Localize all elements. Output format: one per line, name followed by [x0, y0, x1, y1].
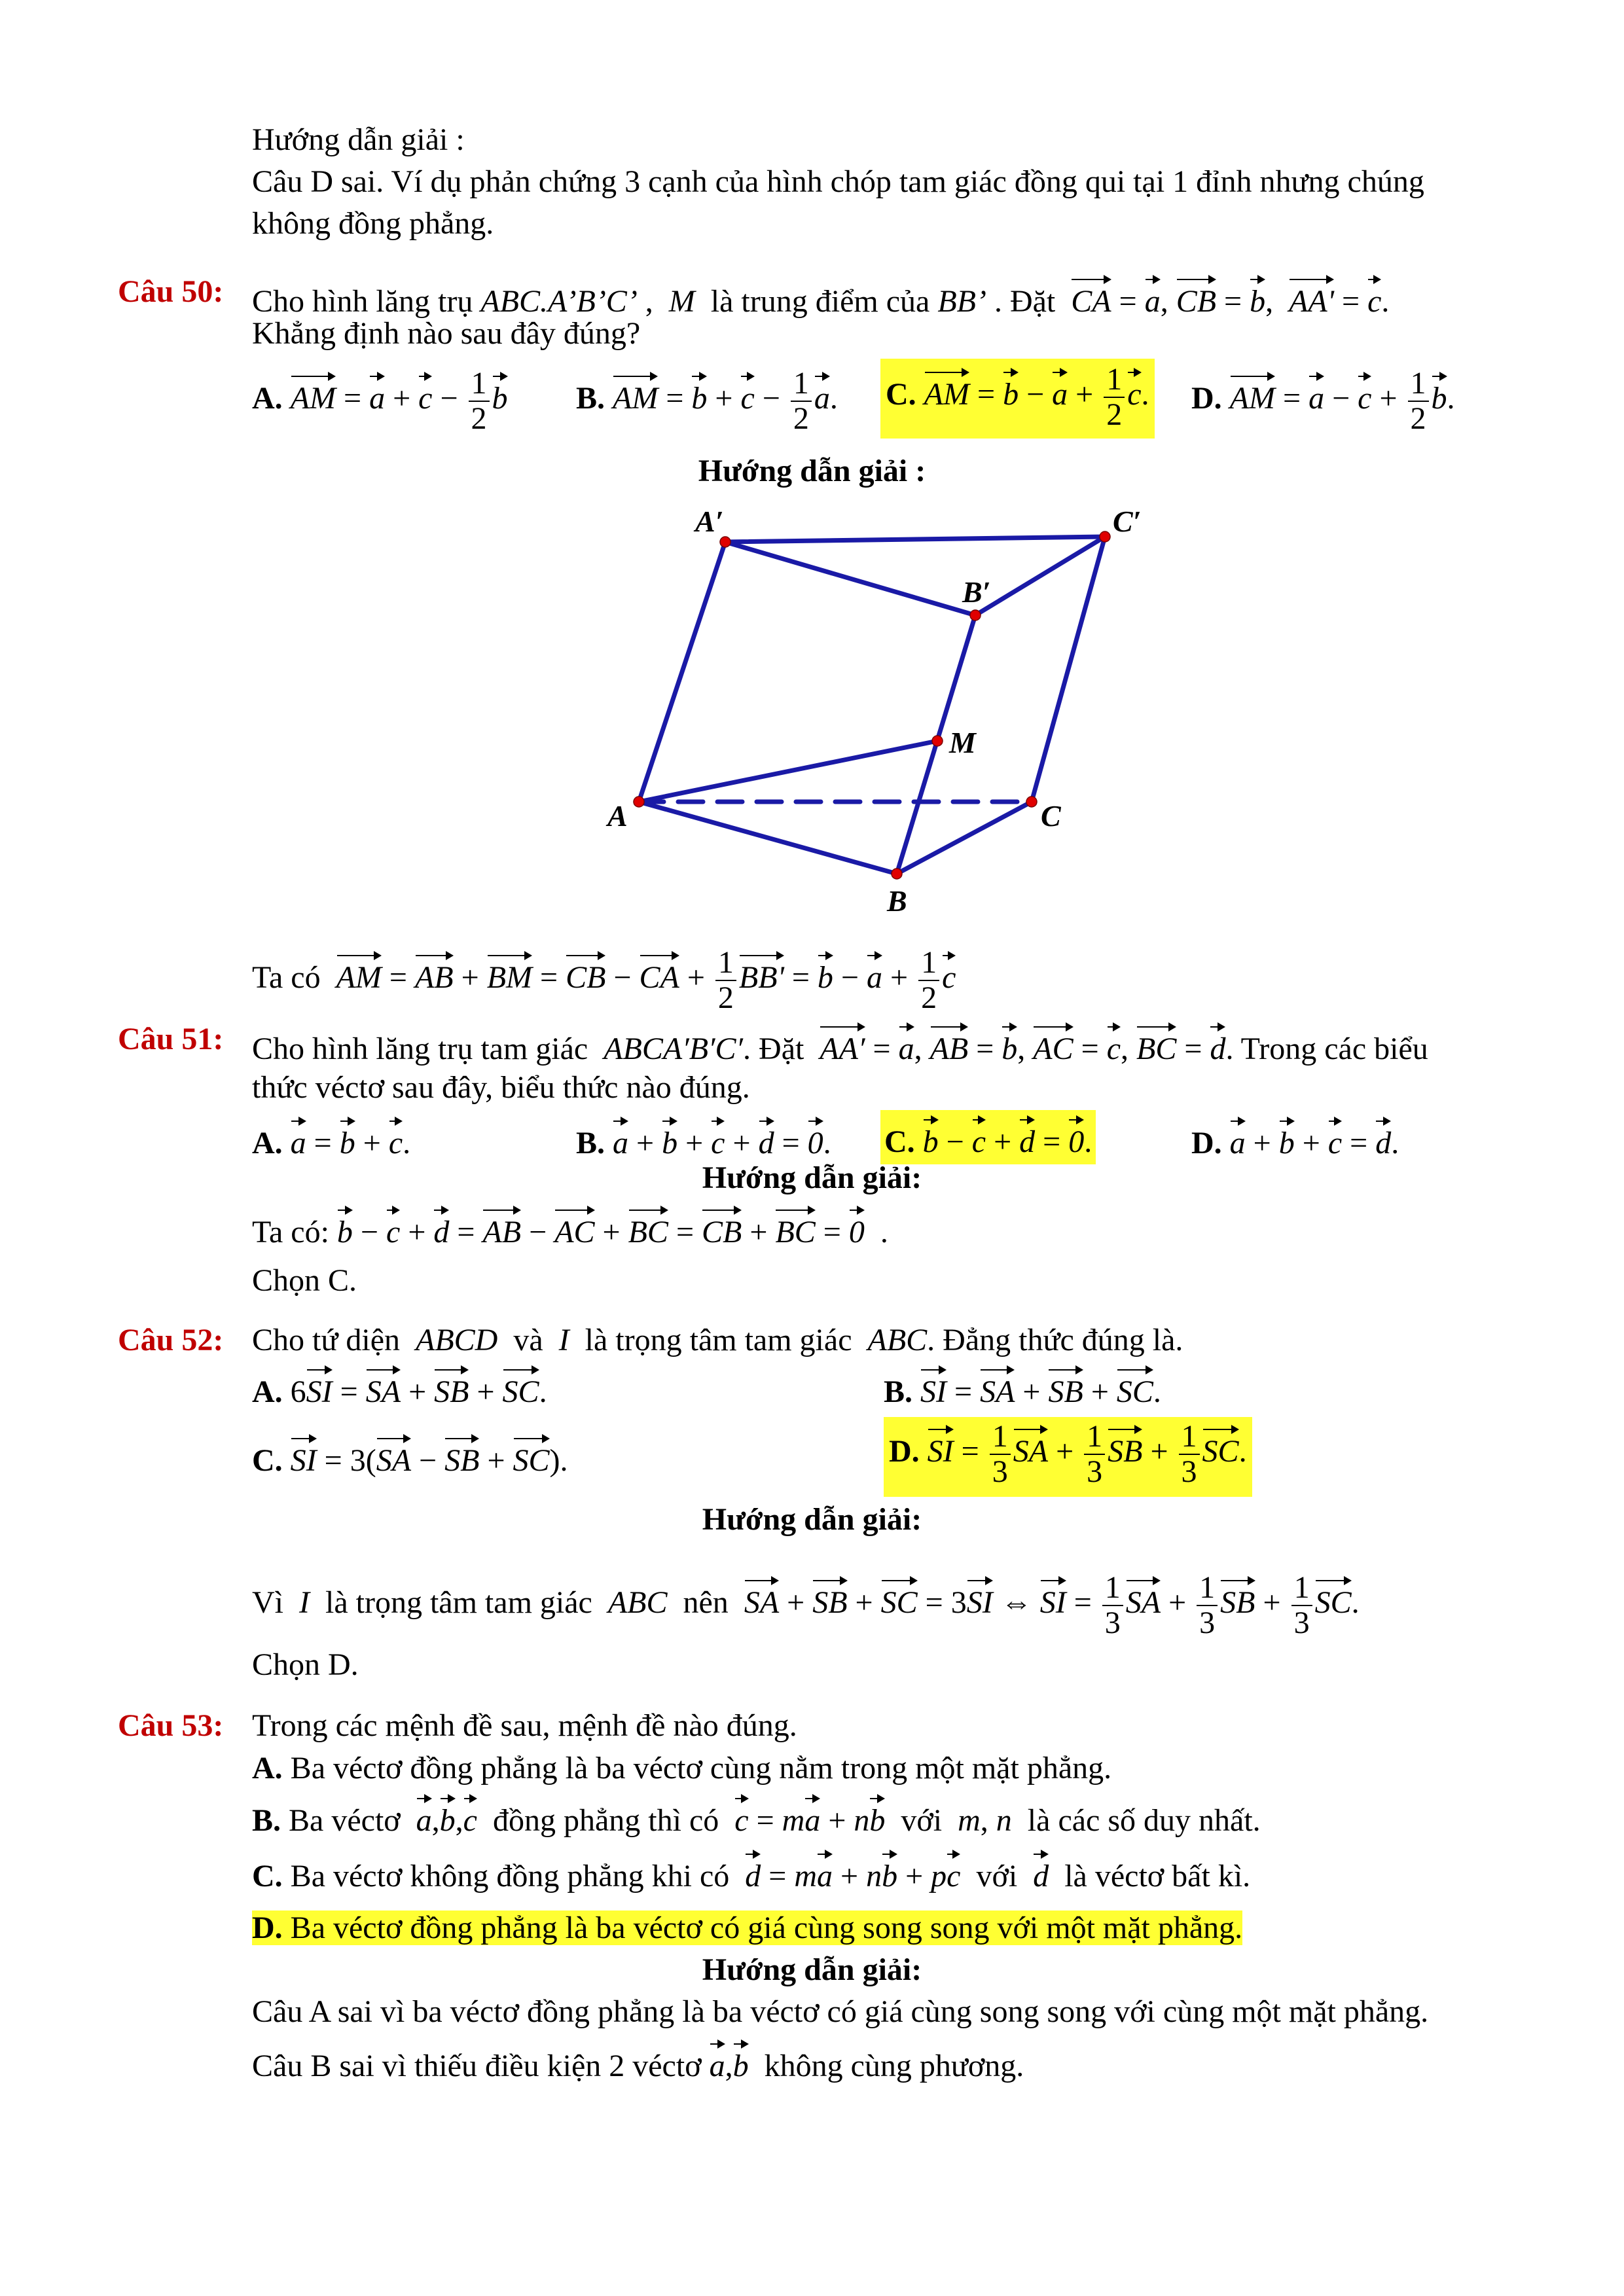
option-51-d: D. a + b + c = d.	[1191, 1113, 1399, 1164]
point-m	[932, 736, 943, 746]
solution-text: không đồng phẳng.	[252, 206, 494, 241]
option-51-c-correct: C. b − c + d = 0.	[880, 1110, 1096, 1164]
solution-heading-51: Hướng dẫn giải:	[702, 1160, 922, 1195]
solution-51-equation: Ta có: b − c + d = AB − AC + BC = CB + BC = 0 .	[252, 1202, 888, 1253]
segment-a-m	[639, 741, 937, 802]
edge-a-a1	[639, 542, 725, 802]
question-50-stem: Cho hình lăng trụ ABC.A’B’C’ , M là trung điểm của BB’ . Đặt CA = a, CB = b, AA' = c.	[252, 271, 1389, 323]
point-a	[634, 797, 644, 807]
question-number-52: Câu 52:	[118, 1323, 224, 1357]
point-c	[1026, 797, 1037, 807]
edge-a1-c1	[725, 537, 1105, 542]
label-b: B	[887, 884, 907, 918]
solution-heading-prev: Hướng dẫn giải :	[252, 122, 465, 157]
solution-52-choice: Chọn D.	[252, 1647, 359, 1682]
solution-53-line2: Câu B sai vì thiếu điều kiện 2 véctơ a,b không cùng phương.	[252, 2036, 1024, 2087]
solution-heading-52: Hướng dẫn giải:	[702, 1502, 922, 1537]
option-50-a: A. AM = a + c − $\frac{1}{2}$ b	[252, 366, 508, 436]
question-50-line2: Khẳng định nào sau đây đúng?	[252, 316, 641, 351]
solution-51-choice: Chọn C.	[252, 1263, 357, 1298]
question-number-50: Câu 50:	[118, 274, 224, 309]
option-50-b: B. AM = b + c − $\frac{1}{2}$ a.	[576, 366, 838, 436]
label-a1: A′	[695, 505, 724, 538]
label-c1: C′	[1113, 505, 1142, 538]
question-51-line2: thức véctơ sau đây, biểu thức nào đúng.	[252, 1070, 750, 1105]
point-b1	[970, 610, 981, 620]
option-52-d-correct: D. SI = $\frac{1}{3}$ SA + $\frac{1}{3}$ SB + $\frac{1}{3}$ SC.	[884, 1417, 1252, 1497]
option-52-c: C. SI = 3(SA − SB + SC).	[252, 1430, 568, 1482]
option-51-a: A. a = b + c.	[252, 1113, 410, 1164]
point-c1	[1100, 531, 1110, 542]
question-number-53: Câu 53:	[118, 1708, 224, 1743]
point-a1	[720, 537, 731, 547]
solution-50-equation: Ta có AM = AB + BM = CB − CA + $\frac{1}{2}$ BB' = b − a + $\frac{1}{2}$ c	[252, 945, 956, 1015]
solution-heading-50: Hướng dẫn giải :	[698, 454, 926, 488]
question-51-stem: Cho hình lăng trụ tam giác ABCA′B′C′. Đặt AA′ = a, AB = b, AC = c, BC = d. Trong các biểu	[252, 1018, 1428, 1070]
option-53-b: B. Ba véctơ a,b,c đồng phẳng thì có c = ma + nb với m, n là các số duy nhất.	[252, 1790, 1261, 1842]
question-52-stem: Cho tứ diện ABCD và I là trọng tâm tam giác ABC. Đẳng thức đúng là.	[252, 1323, 1183, 1357]
option-52-b: B. SI = SA + SB + SC.	[884, 1361, 1161, 1413]
option-53-a: A. Ba véctơ đồng phẳng là ba véctơ cùng nằm trong một mặt phẳng.	[252, 1751, 1112, 1785]
label-b1: B′	[962, 575, 991, 609]
option-53-d-correct: D. Ba véctơ đồng phẳng là ba véctơ có giá cùng song song với một mặt phẳng.	[252, 1910, 1243, 1945]
option-53-c: C. Ba véctơ không đồng phẳng khi có d = ma + nb + pc với d là véctơ bất kì.	[252, 1846, 1250, 1897]
edge-a-b	[639, 802, 897, 874]
option-51-b: B. a + b + c + d = 0.	[576, 1113, 831, 1164]
option-52-a: A. 6SI = SA + SB + SC.	[252, 1361, 547, 1413]
question-53-stem: Trong các mệnh đề sau, mệnh đề nào đúng.	[252, 1708, 797, 1743]
edge-a1-b1	[725, 542, 975, 615]
option-50-c-correct: C. AM = b − a + $\frac{1}{2}$ c.	[880, 359, 1155, 439]
solution-text: Câu D sai. Ví dụ phản chứng 3 cạnh của hình chóp tam giác đồng qui tại 1 đỉnh nhưng chúng	[252, 164, 1424, 199]
point-b	[892, 869, 902, 879]
question-number-51: Câu 51:	[118, 1022, 224, 1056]
option-50-d: D. AM = a − c + $\frac{1}{2}$ b.	[1191, 366, 1455, 436]
solution-heading-53: Hướng dẫn giải:	[702, 1952, 922, 1987]
label-c: C	[1041, 799, 1061, 833]
label-a: A	[607, 799, 628, 833]
label-m: M	[949, 726, 976, 759]
solution-52-equation: Vì I là trọng tâm tam giác ABC nên SA + SB + SC = 3SI ⇔ SI = $\frac{1}{3}$ SA + $\frac{1}{3}$ SB + $\frac{1}{3}$ SC.	[252, 1570, 1360, 1640]
solution-53-line1: Câu A sai vì ba véctơ đồng phẳng là ba véctơ có giá cùng song song với cùng một mặt phẳng.	[252, 1994, 1429, 2029]
